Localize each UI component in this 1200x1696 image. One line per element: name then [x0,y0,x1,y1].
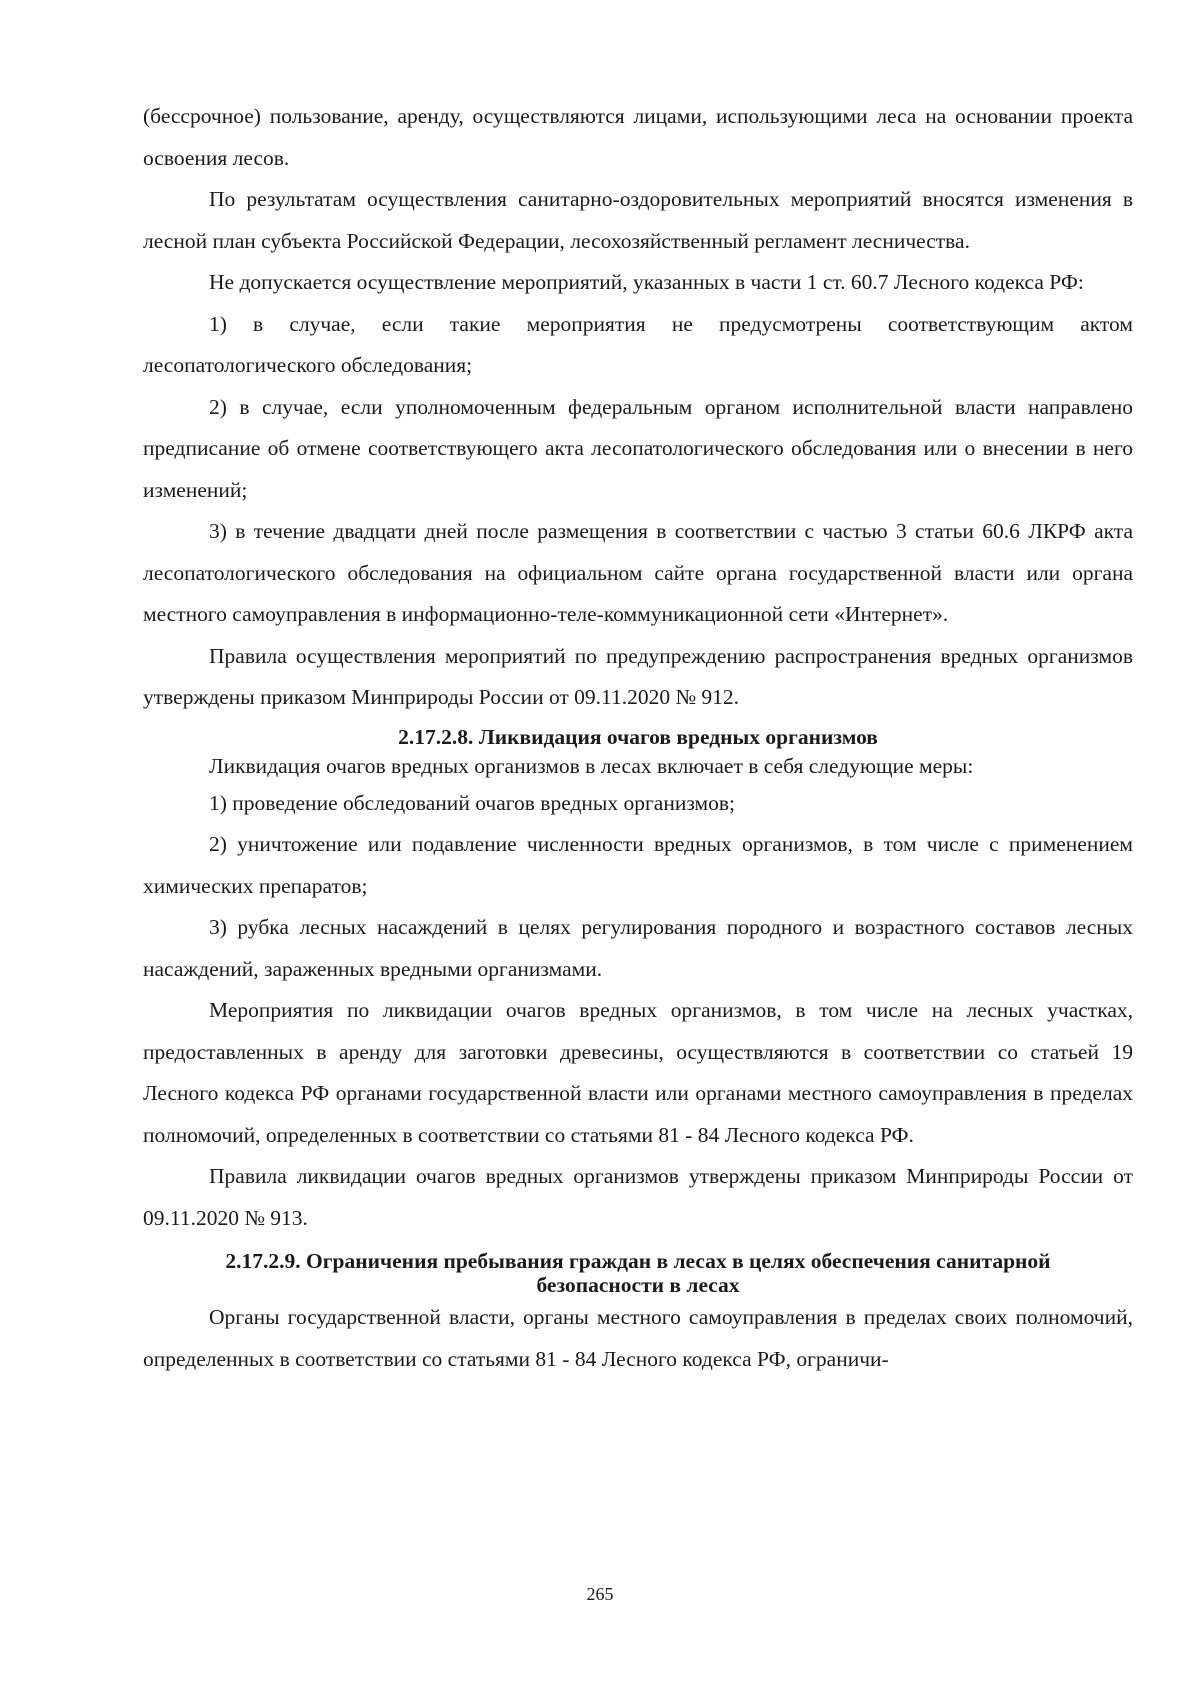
list-item: 2) уничтожение или подавление численности вредных организмов, в том числе с применением химических препаратов; [143,832,1133,898]
paragraph: Правила ликвидации очагов вредных организмов утверждены приказом Минприроды России от 09.11.2020 № 913. [143,1164,1133,1230]
section-heading-line: 2.17.2.9. Ограничения пребывания граждан в лесах в целях обеспечения санитарной [225,1249,1051,1273]
list-item: 1) в случае, если такие мероприятия не предусмотрены соответствующим актом лесопатологического обследования; [143,311,1133,377]
list-item: 2) в случае, если уполномоченным федеральным органом исполнительной власти направлено предписание об отмене соответствующего акта лесопатологического обследования или о внесении в него изменений; [143,394,1133,502]
list-item: 3) рубка лесных насаждений в целях регулирования породного и возрастного составов лесных насаждений, зараженных вредными организмами. [143,915,1133,981]
section-heading-line: безопасности в лесах [536,1273,740,1297]
section-heading: 2.17.2.8. Ликвидация очагов вредных организмов [398,724,878,749]
paragraph: Правила осуществления мероприятий по предупреждению распространения вредных организмов утверждены приказом Минприроды России от 09.11.2020 № 912. [143,643,1133,709]
list-item: 1) проведение обследований очагов вредных организмов; [209,790,736,815]
paragraph: По результатам осуществления санитарно-оздоровительных мероприятий вносятся изменения в лесной план субъекта Российской Федерации, лесохозяйственный регламент лесничества. [143,187,1133,253]
list-item: 3) в течение двадцати дней после размещения в соответствии с частью 3 статьи 60.6 ЛКРФ акта лесопатологического обследования на официальном сайте органа государственной власти или органа местного самоуправления в информационно-теле-коммуникационной сети «Интернет». [143,519,1133,626]
page-number: 265 [586,1584,614,1604]
section-heading [143,1249,1133,1297]
paragraph: Органы государственной власти, органы местного самоуправления в пределах своих полномочий, определенных в соответствии со статьями 81 - 84 Лесного кодекса РФ, ограничи- [143,1305,1133,1371]
document-page [143,96,1133,1380]
paragraph: Ликвидация очагов вредных организмов в лесах включает в себя следующие меры: [209,753,974,778]
paragraph: (бессрочное) пользование, аренду, осуществляются лицами, использующими леса на основании проекта освоения лесов. [143,104,1133,170]
paragraph: Мероприятия по ликвидации очагов вредных организмов, в том числе на лесных участках, предоставленных в аренду для заготовки древесины, осуществляются в соответствии со статьей 19 Лесного кодекса РФ органами государственной власти или органами местного самоуправления в пределах полномочий, определенных в соответствии со статьями 81 - 84 Лесного кодекса РФ. [143,998,1133,1147]
paragraph: Не допускается осуществление мероприятий, указанных в части 1 ст. 60.7 Лесного кодекса РФ: [209,270,1084,294]
